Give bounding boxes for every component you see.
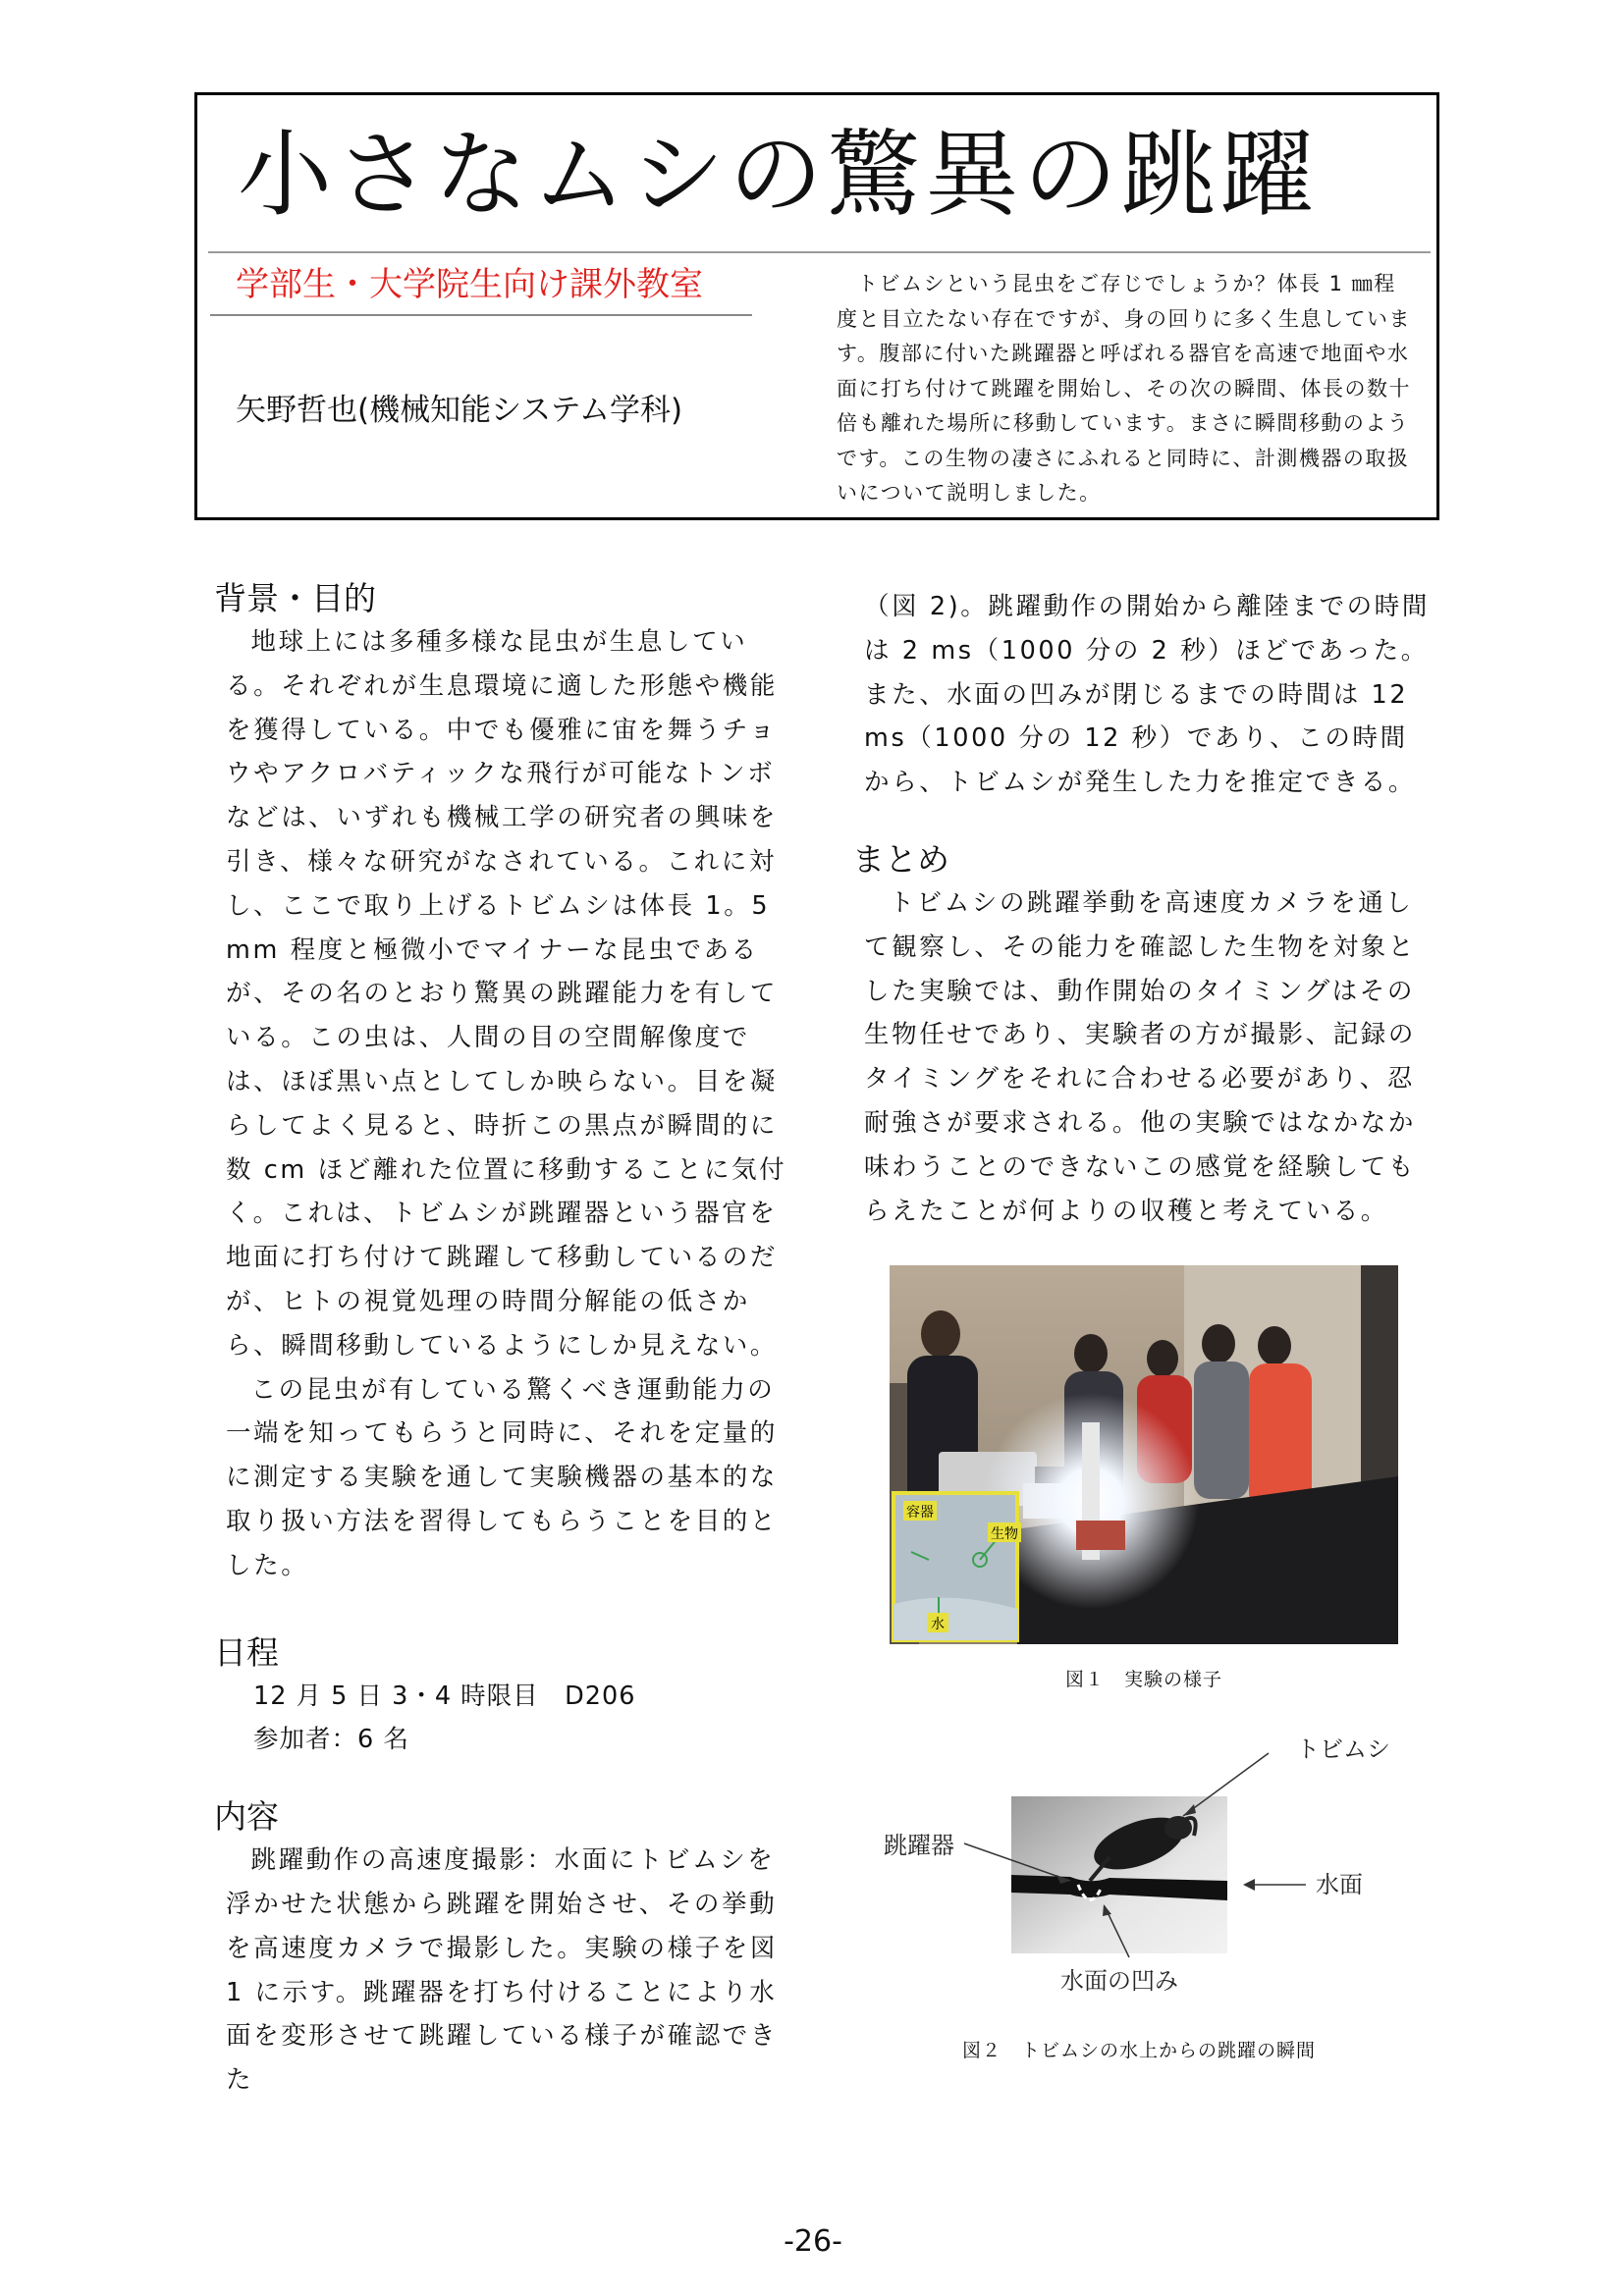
label-springtail: トビムシ bbox=[1296, 1735, 1390, 1763]
left-column bbox=[214, 577, 790, 2103]
summary-heading: まとめ bbox=[852, 839, 949, 879]
inset-label-organism: 生物 bbox=[991, 1526, 1018, 1542]
experiment-photo-illustration bbox=[890, 1265, 1398, 1644]
jump-frame-illustration bbox=[884, 1718, 1394, 2012]
label-water-surface: 水面 bbox=[1316, 1871, 1363, 1898]
subtitle: 学部生・大学院生向け課外教室 bbox=[236, 265, 703, 304]
content-heading: 内容 bbox=[214, 1797, 279, 1837]
background-paragraph-2: この昆虫が有している驚くべき運動能力の一端を知ってもらうと同時に、それを定量的に測定する実験を通して実験機器の基本的な取り扱い方法を習得してもらうことを目的とした。 bbox=[226, 1374, 779, 1580]
schedule-participants: 参加者：6 名 bbox=[253, 1725, 409, 1755]
figure-1-caption: 図１ 実験の様子 bbox=[1064, 1669, 1222, 1690]
page-title: 小さなムシの驚異の跳躍 bbox=[238, 120, 1318, 230]
title-divider bbox=[208, 251, 1431, 253]
page-number: -26- bbox=[784, 2224, 842, 2259]
experiment-photo bbox=[890, 1265, 1398, 1644]
author: 矢野哲也(機械知能システム学科) bbox=[236, 393, 683, 428]
content-paragraph: 跳躍動作の高速度撮影：水面にトビムシを浮かせた状態から跳躍を開始させ、その挙動を高速度カメラで撮影した。実験の様子を図 1 に示す。跳躍器を打ち付けることにより水面を変形させて跳躍している様子が確認できた bbox=[226, 1845, 779, 2096]
background-heading: 背景・目的 bbox=[214, 579, 376, 617]
jump-frame-figure bbox=[884, 1718, 1394, 2012]
inset-label-water: 水 bbox=[931, 1617, 945, 1632]
label-water-dent: 水面の凹み bbox=[1060, 1967, 1178, 1995]
schedule-heading: 日程 bbox=[214, 1632, 279, 1672]
background-paragraph-1: 地球上には多種多様な昆虫が生息している。それぞれが生息環境に適した形態や機能を獲得している。中でも優雅に宙を舞うチョウやアクロバティックな飛行が可能なトンボなどは、いずれも機械工学の研究者の興味を引き、様々な研究がなされている。これに対し、ここで取り上げるトビムシは体長 1。5 mm 程度と極微小でマイナーな昆虫であるが、その名のとおり驚異の跳躍能力を有している。この虫は、人間の目の空間解像度では、ほぼ黒い点としてしか映らない。目を凝らしてよく見ると、時折この黒点が瞬間的に数 cm ほど離れた位置に移動することに気付く。これは、トビムシが跳躍器という器官を地面に打ち付けて跳躍して移動しているのだが、ヒトの視覚処理の時間分解能の低さから、瞬間移動しているようにしか見えない。 bbox=[226, 627, 787, 1361]
inset-label-container: 容器 bbox=[906, 1505, 934, 1521]
content-paragraph-continued: （図 2)。跳躍動作の開始から離陸までの時間は 2 ms（1000 分の 2 秒）ほどであった。また、水面の凹みが閉じるまでの時間は 12 ms（1000 分の 12 秒）であり、この時間から、トビムシが発生した力を推定できる。 bbox=[864, 592, 1430, 798]
right-column bbox=[852, 585, 1434, 1233]
abstract: トビムシという昆虫をご存じでしょうか？体長 1 ㎜程度と目立たない存在ですが、身の回りに多く生息しています。腹部に付いた跳躍器と呼ばれる器官を高速で地面や水面に打ち付けて跳躍を開始し、その次の瞬間、体長の数十倍も離れた場所に移動しています。まさに瞬間移動のようです。この生物の凄さにふれると同時に、計測機器の取扱いについて説明しました。 bbox=[837, 272, 1411, 505]
figure-2-caption: 図２ トビムシの水上からの跳躍の瞬間 bbox=[961, 2040, 1316, 2061]
subtitle-divider bbox=[210, 314, 752, 316]
schedule-date: 12 月 5 日 3・4 時限目 D206 bbox=[253, 1681, 636, 1711]
summary-paragraph: トビムシの跳躍挙動を高速度カメラを通して観察し、その能力を確認した生物を対象とした実験では、動作開始のタイミングはその生物任せであり、実験者の方が撮影、記録のタイミングをそれに合わせる必要があり、忍耐強さが要求される。他の実験ではなかなか味わうことのできないこの感覚を経験してもらえたことが何よりの収穫と考えている。 bbox=[864, 887, 1417, 1226]
label-furcula: 跳躍器 bbox=[884, 1832, 954, 1859]
